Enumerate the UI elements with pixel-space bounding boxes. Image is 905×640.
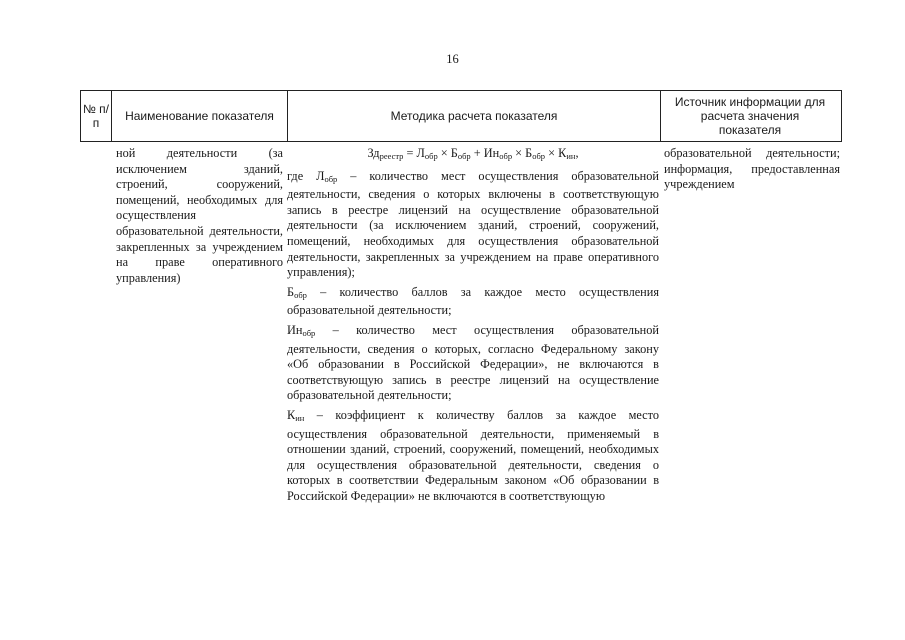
formula-t2: Б xyxy=(450,146,458,160)
def1-symbol: Л xyxy=(316,168,325,183)
definition-l-obr xyxy=(287,169,659,281)
formula-lhs-sub: реестр xyxy=(379,151,404,161)
formula-eq: = xyxy=(403,146,417,160)
indicator-name-text: ной деятельности (за исключением зданий, строений, сооружений, помещений, необходимых для осуществления образовательной деятельности, закрепленных за учреждением на праве оперативного управления) xyxy=(116,146,283,285)
header-col-method: Методика расчета показателя xyxy=(390,109,558,123)
formula-t4-sub: обр xyxy=(532,151,546,161)
def4-symbol: К xyxy=(287,407,296,422)
def3-text: – количество мест осуществления образовательной деятельности, сведения о которых, согласно Федеральному закону «Об образовании в Российской Федерации», не включаются в соответствующую запись в реестре лицензий на осуществление образовательной деятельности; xyxy=(287,322,659,403)
formula-end: , xyxy=(575,146,579,160)
def3-symbol: Ин xyxy=(287,322,303,337)
definition-in-obr xyxy=(287,323,659,404)
formula-x2: × xyxy=(512,146,526,160)
formula-lhs: Зд xyxy=(367,146,380,160)
formula-x1: × xyxy=(437,146,451,160)
formula-t3-sub: обр xyxy=(499,151,513,161)
def2-text: – количество баллов за каждое место осуществления образовательной деятельности; xyxy=(287,284,659,318)
def1-sub: обр xyxy=(324,173,338,184)
def4-text: – коэффициент к количеству баллов за каждое место осуществления образовательной деятельности, применяемый в отношении зданий, строений, сооружений, помещений, необходимых для осуществления образовательной деятельности, сведения о которых в соответствии Федеральным законом «Об образовании в Российской Федерации» не включаются в соответствующую xyxy=(287,407,659,503)
formula-t1-sub: обр xyxy=(424,151,438,161)
header-col-source: Источник информации для расчета значения показателя xyxy=(674,95,826,137)
def2-sub: обр xyxy=(294,289,307,300)
formula-t3: Ин xyxy=(483,146,500,160)
formula-t5-sub: ин xyxy=(566,151,576,161)
formula-t5: К xyxy=(558,146,567,160)
header-rule-3 xyxy=(660,90,661,142)
definition-b-obr xyxy=(287,285,659,319)
methodology-cell xyxy=(287,146,659,504)
header-rule-left xyxy=(80,90,81,142)
formula xyxy=(287,146,659,165)
header-col-number: № п/п xyxy=(82,102,110,130)
formula-t1: Л xyxy=(416,146,425,160)
indicator-name-cell xyxy=(116,146,283,286)
def2-symbol: Б xyxy=(287,284,295,299)
def4-sub: ин xyxy=(295,412,305,423)
header-rule-2 xyxy=(287,90,288,142)
formula-t4: Б xyxy=(525,146,533,160)
header-rule-1 xyxy=(111,90,112,142)
formula-plus: + xyxy=(470,146,484,160)
source-text: образовательной деятельности; информация, предоставленная учреждением xyxy=(664,146,840,192)
def1-text: – количество мест осуществления образовательной деятельности, сведения о которых включены в соответствующую запись в реестре лицензий на осуществление образовательной деятельности (за исключением зданий, строений, сооружений, помещений, необходимых для осуществления образовательной деятельности, закрепленных за учреждением на праве оперативного управления); xyxy=(287,168,659,280)
def3-sub: обр xyxy=(302,327,316,338)
page-number: 16 xyxy=(446,52,459,66)
header-rule-right xyxy=(841,90,842,142)
header-col-name: Наименование показателя xyxy=(125,109,274,123)
formula-x3: × xyxy=(545,146,559,160)
source-cell xyxy=(664,146,840,193)
definition-k-in xyxy=(287,408,659,505)
formula-t2-sub: обр xyxy=(457,151,471,161)
def1-prefix: где xyxy=(287,168,317,183)
